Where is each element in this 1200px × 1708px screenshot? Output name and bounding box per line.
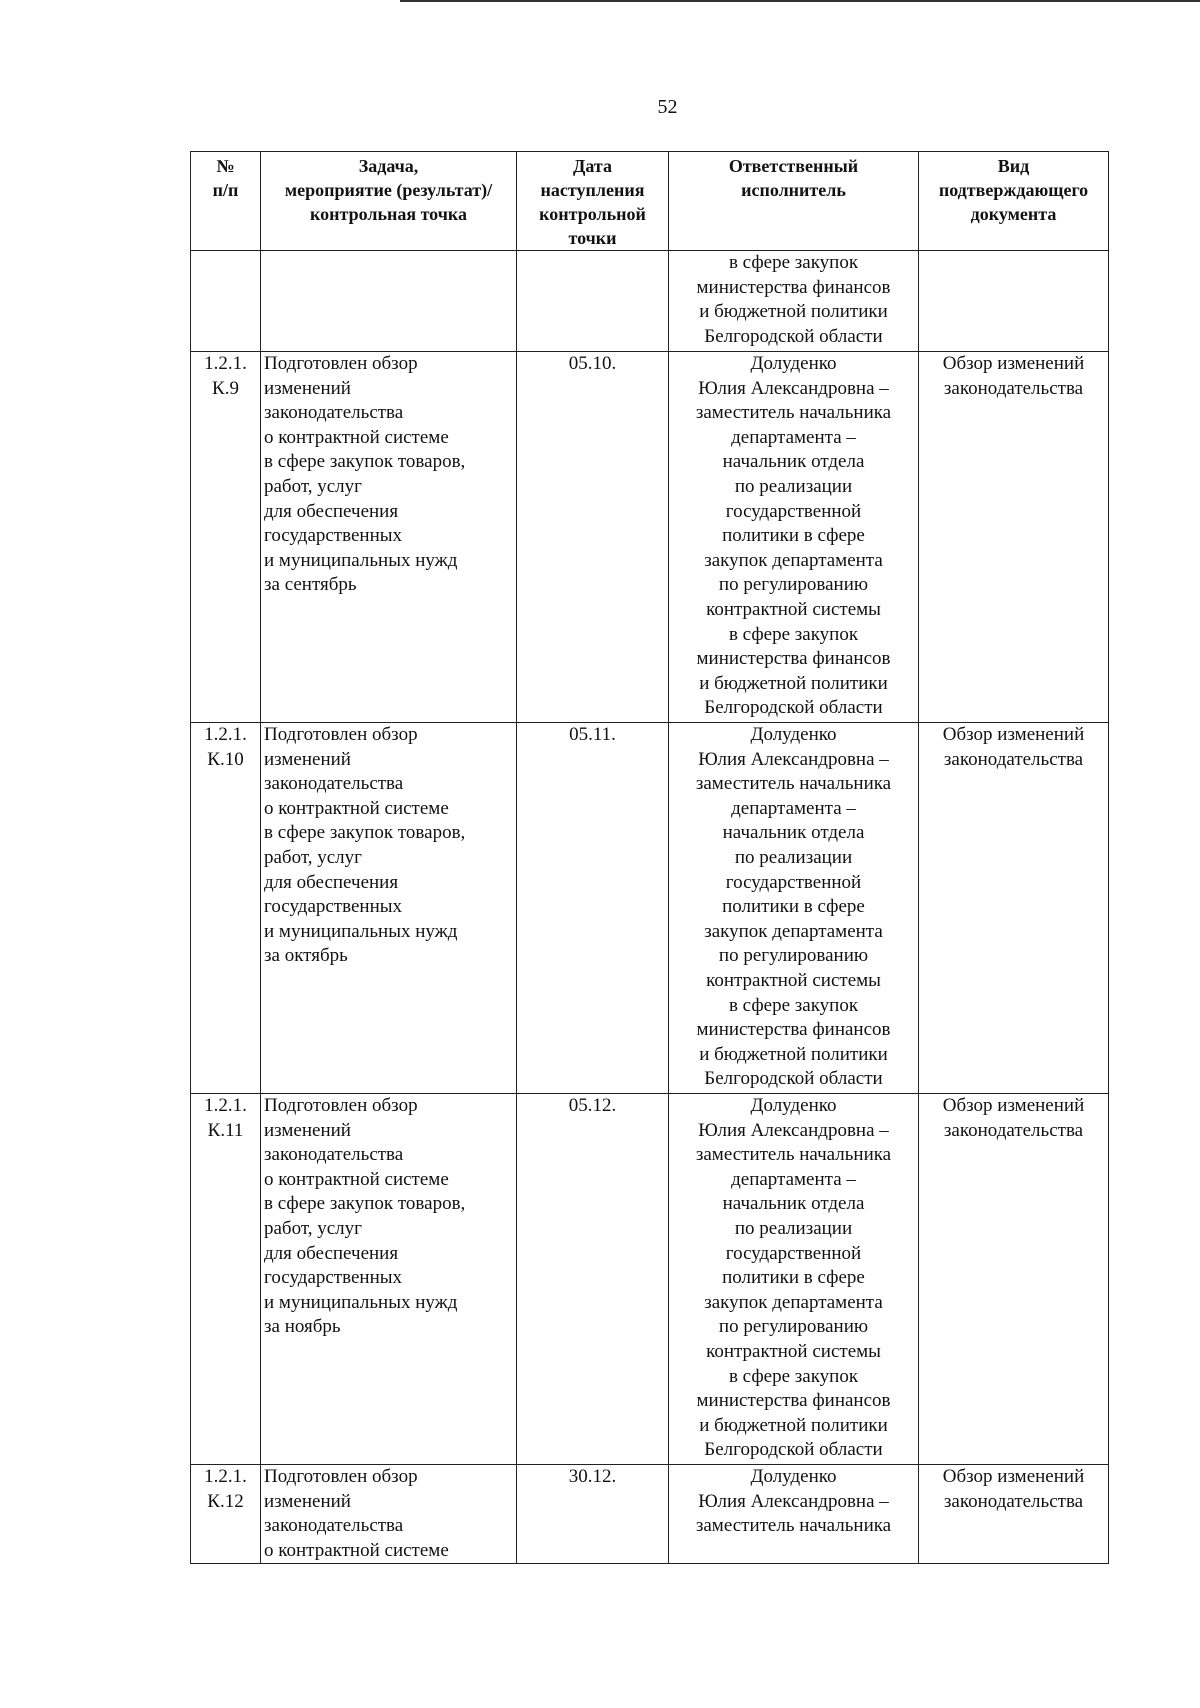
cell-task: Подготовлен обзор изменений законодательства о контрактной системе в сфере закупок товаров, работ, услуг для обеспечения государственных и муниципальных нужд за сентябрь xyxy=(261,352,517,723)
cell-num: 1.2.1. К.11 xyxy=(191,1094,261,1465)
page-number: 52 xyxy=(657,96,678,118)
cell-date: 05.11. xyxy=(517,723,669,1094)
cell-responsible: Долуденко Юлия Александровна – заместитель начальника xyxy=(669,1465,919,1564)
cell-num: 1.2.1. К.10 xyxy=(191,723,261,1094)
cell-num: 1.2.1. К.12 xyxy=(191,1465,261,1564)
cell-responsible: Долуденко Юлия Александровна – заместитель начальника департамента – начальник отдела по реализации государственной политики в сфере закупок департамента по регулированию контрактной системы в сфере закупок министерства финансов и бюджетной политики Белгородской области xyxy=(669,723,919,1094)
cell-document xyxy=(919,251,1109,352)
cell-task: Подготовлен обзор изменений законодательства о контрактной системе в сфере закупок товаров, работ, услуг для обеспечения государственных и муниципальных нужд за ноябрь xyxy=(261,1094,517,1465)
cell-document: Обзор изменений законодательства xyxy=(919,1094,1109,1465)
table-row xyxy=(191,723,1109,1094)
cell-date: 05.10. xyxy=(517,352,669,723)
scan-border-line xyxy=(400,0,1200,2)
table-row xyxy=(191,352,1109,723)
table-row xyxy=(191,1465,1109,1564)
table-row-continuation xyxy=(191,251,1109,352)
header-date: Дата наступления контрольной точки xyxy=(517,152,669,251)
table-header-row xyxy=(191,152,1109,251)
header-num: № п/п xyxy=(191,152,261,251)
cell-num xyxy=(191,251,261,352)
cell-date xyxy=(517,251,669,352)
cell-responsible: Долуденко Юлия Александровна – заместитель начальника департамента – начальник отдела по реализации государственной политики в сфере закупок департамента по регулированию контрактной системы в сфере закупок министерства финансов и бюджетной политики Белгородской области xyxy=(669,352,919,723)
control-points-table xyxy=(190,151,1109,1564)
cell-document: Обзор изменений законодательства xyxy=(919,723,1109,1094)
header-task: Задача, мероприятие (результат)/ контрольная точка xyxy=(261,152,517,251)
header-document: Вид подтверждающего документа xyxy=(919,152,1109,251)
cell-document: Обзор изменений законодательства xyxy=(919,352,1109,723)
cell-task: Подготовлен обзор изменений законодательства о контрактной системе в сфере закупок товаров, работ, услуг для обеспечения государственных и муниципальных нужд за октябрь xyxy=(261,723,517,1094)
cell-num: 1.2.1. К.9 xyxy=(191,352,261,723)
cell-date: 05.12. xyxy=(517,1094,669,1465)
header-responsible: Ответственный исполнитель xyxy=(669,152,919,251)
cell-date: 30.12. xyxy=(517,1465,669,1564)
cell-responsible: в сфере закупок министерства финансов и бюджетной политики Белгородской области xyxy=(669,251,919,352)
cell-task xyxy=(261,251,517,352)
cell-task: Подготовлен обзор изменений законодательства о контрактной системе xyxy=(261,1465,517,1564)
table-row xyxy=(191,1094,1109,1465)
cell-document: Обзор изменений законодательства xyxy=(919,1465,1109,1564)
cell-responsible: Долуденко Юлия Александровна – заместитель начальника департамента – начальник отдела по реализации государственной политики в сфере закупок департамента по регулированию контрактной системы в сфере закупок министерства финансов и бюджетной политики Белгородской области xyxy=(669,1094,919,1465)
